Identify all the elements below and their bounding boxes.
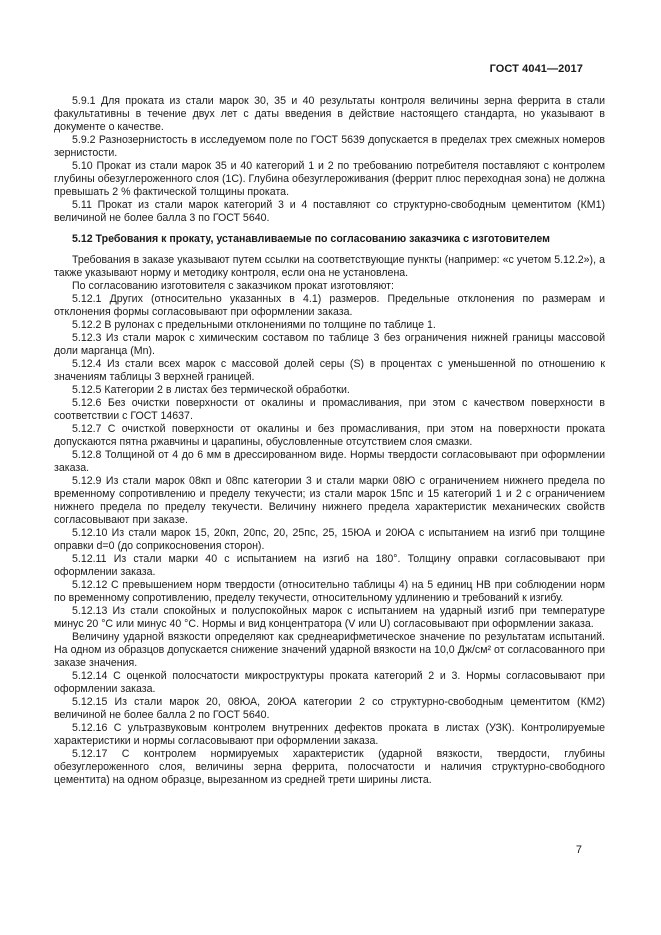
paragraph-5-12-17: 5.12.17 С контролем нормируемых характеристик (ударной вязкости, твердости, глубины обезуглероженного слоя, величины зерна феррита, полосчатости и наличия структурно-свободного цементита) на одном образце, вырезанном из средней трети ширины листа. <box>54 748 605 786</box>
paragraph-5-12-8: 5.12.8 Толщиной от 4 до 6 мм в дрессированном виде. Нормы твердости согласовывают при оформлении заказа. <box>54 449 605 474</box>
paragraph-5-12-1: 5.12.1 Других (относительно указанных в 4.1) размеров. Предельные отклонения по размерам и отклонения формы согласовывают при оформлении заказа. <box>54 293 605 318</box>
paragraph-5-12-13: 5.12.13 Из стали спокойных и полуспокойных марок с испытанием на ударный изгиб при температуре минус 20 °С или минус 40 °С. Нормы и вид концентратора (V или U) согласовывают при оформлении заказа. <box>54 605 605 630</box>
paragraph-5-12-3: 5.12.3 Из стали марок с химическим составом по таблице 3 без ограничения нижней границы массовой доли марганца (Mn). <box>54 332 605 357</box>
paragraph-5-9-1: 5.9.1 Для проката из стали марок 30, 35 и 40 результаты контроля величины зерна феррита в стали факультативны в течение двух лет с даты введения в действие настоящего стандарта, но указывают в документе о качестве. <box>54 95 605 133</box>
paragraph-5-12-11: 5.12.11 Из стали марки 40 с испытанием на изгиб на 180°. Толщину оправки согласовывают при оформлении заказа. <box>54 553 605 578</box>
document-header: ГОСТ 4041—2017 <box>489 63 583 75</box>
paragraph-5-12-10: 5.12.10 Из стали марок 15, 20кп, 20пс, 20, 25пс, 25, 15ЮА и 20ЮА с испытанием на изгиб при толщине оправки d=0 (до соприкосновения сторон). <box>54 527 605 552</box>
paragraph-5-12-5: 5.12.5 Категории 2 в листах без термической обработки. <box>72 384 350 396</box>
paragraph-impact-strength: Величину ударной вязкости определяют как среднеарифметическое значение по результатам испытаний. На одном из образцов допускается снижение значений ударной вязкости на 10,0 Дж/см² от согласованного при заказе значения. <box>54 631 605 669</box>
paragraph-intro-agreement: По согласованию изготовителя с заказчиком прокат изготовляют: <box>72 280 394 292</box>
paragraph-intro-requirements: Требования в заказе указывают путем ссылки на соответствующие пункты (например: «с учетом 5.12.2»), а также указывают норму и методику контроля, если она не установлена. <box>54 254 605 279</box>
paragraph-5-9-2: 5.9.2 Разнозернистость в исследуемом поле по ГОСТ 5639 допускается в пределах трех смежных номеров зернистости. <box>54 134 605 159</box>
section-heading-5-12: 5.12 Требования к прокату, устанавливаемые по согласованию заказчика с изготовителем <box>72 233 550 245</box>
paragraph-5-12-9: 5.12.9 Из стали марок 08кп и 08пс категории 3 и стали марки 08Ю с ограничением нижнего предела по временному сопротивлению и пределу текучести; из стали марок 15пс и 15 категорий 1 и 2 с ограничением нижнего предела по пределу текучести. Величину нижнего предела характеристик механических свойств согласовывают при заказе. <box>54 475 605 526</box>
paragraph-5-12-16: 5.12.16 С ультразвуковым контролем внутренних дефектов проката в листах (УЗК). Контролируемые характеристики и нормы согласовывают при оформлении заказа. <box>54 722 605 747</box>
paragraph-5-12-14: 5.12.14 С оценкой полосчатости микроструктуры проката категорий 2 и 3. Нормы согласовывают при оформлении заказа. <box>54 670 605 695</box>
page-number: 7 <box>575 844 582 856</box>
paragraph-5-11: 5.11 Прокат из стали марок категорий 3 и 4 поставляют со структурно-свободным цементитом (КМ1) величиной не более балла 3 по ГОСТ 5640. <box>54 199 605 224</box>
paragraph-5-12-2: 5.12.2 В рулонах с предельными отклонениями по толщине по таблице 1. <box>72 319 436 331</box>
paragraph-5-12-12: 5.12.12 С превышением норм твердости (относительно таблицы 4) на 5 единиц НВ при соблюдении норм по временному сопротивлению, пределу текучести, относительному удлинению и требований к изгибу. <box>54 579 605 604</box>
paragraph-5-12-6: 5.12.6 Без очистки поверхности от окалины и промасливания, при этом с качеством поверхности в соответствии с ГОСТ 14637. <box>54 397 605 422</box>
paragraph-5-10: 5.10 Прокат из стали марок 35 и 40 категорий 1 и 2 по требованию потребителя поставляют с контролем глубины обезуглероженного слоя (1С). Глубина обезуглероживания (феррит плюс переходная зона) не должна превышать 2 % фактической толщины проката. <box>54 160 605 198</box>
paragraph-5-12-15: 5.12.15 Из стали марок 20, 08ЮА, 20ЮА категории 2 со структурно-свободным цементитом (КМ2) величиной не более балла 2 по ГОСТ 5640. <box>54 696 605 721</box>
paragraph-5-12-7: 5.12.7 С очисткой поверхности от окалины и без промасливания, при этом на поверхности проката допускаются пятна ржавчины и царапины, обусловленные отсутствием слоя смазки. <box>54 423 605 448</box>
paragraph-5-12-4: 5.12.4 Из стали всех марок с массовой долей серы (S) в процентах с уменьшенной по отношению к значениям таблицы 3 верхней границей. <box>54 358 605 383</box>
document-body <box>54 95 605 787</box>
